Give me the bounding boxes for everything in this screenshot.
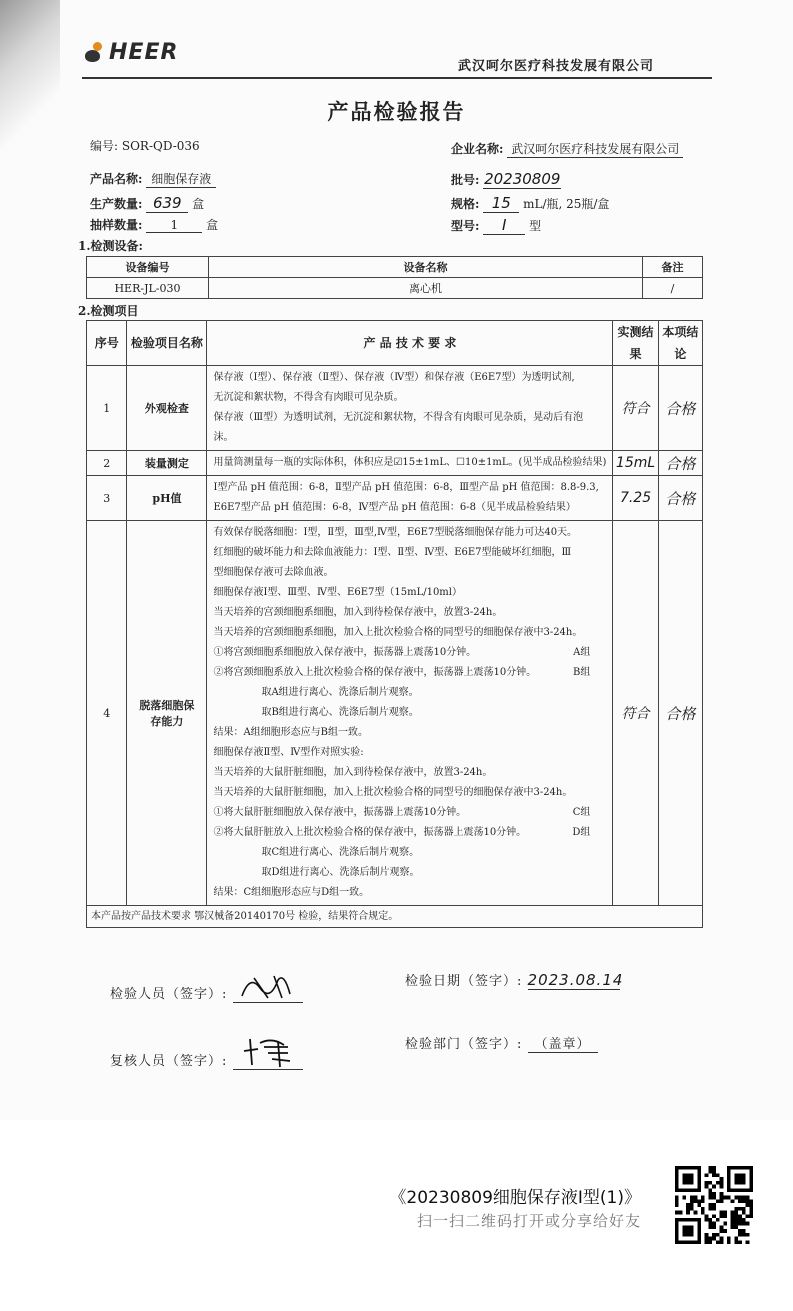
conclusion-cell: 合格 bbox=[658, 521, 702, 906]
requirement-text: ②将宫颈细胞系放入上批次检验合格的保存液中，振荡器上震荡10分钟。 bbox=[213, 667, 537, 678]
requirement-text: 无沉淀和絮状物，不得含有肉眼可见杂质。 bbox=[213, 392, 404, 403]
group-tag: B组 bbox=[573, 667, 591, 678]
product-value: 细胞保存液 bbox=[146, 170, 216, 188]
company-label: 企业名称: bbox=[451, 142, 504, 156]
row-number-cell: 1 bbox=[87, 366, 127, 451]
requirement-text: 取B组进行离心、洗涤后制片观察。 bbox=[261, 707, 419, 718]
footnote-row bbox=[87, 906, 703, 928]
spec-value: 15 bbox=[483, 194, 519, 213]
requirement-line bbox=[213, 863, 606, 883]
equipment-name-cell: 离心机 bbox=[209, 278, 643, 299]
requirements-cell bbox=[207, 366, 613, 451]
requirement-text: Ⅰ型产品 pH 值范围：6-8，Ⅱ型产品 pH 值范围：6-8，Ⅲ型产品 pH 值范围：8.8-9.3, bbox=[213, 482, 599, 493]
inspection-row bbox=[87, 366, 703, 451]
inspection-row bbox=[87, 451, 703, 476]
batch-field bbox=[451, 170, 561, 189]
sample-field bbox=[90, 216, 218, 233]
requirement-line bbox=[213, 723, 606, 743]
row-number-cell: 4 bbox=[87, 521, 127, 906]
requirement-text: 当天培养的大鼠肝脏细胞，加入到待检保存液中，放置3-24h。 bbox=[213, 767, 493, 778]
item-name-cell: 外观检查 bbox=[127, 366, 207, 451]
reviewer-signature-line bbox=[233, 1033, 303, 1070]
quantity-field bbox=[90, 194, 204, 213]
spec-unit: mL/瓶, 25瓶/盒 bbox=[523, 197, 610, 211]
date-signature bbox=[405, 970, 624, 990]
equipment-header-cell: 设备名称 bbox=[209, 257, 643, 278]
requirement-text: ①将宫颈细胞系细胞放入保存液中，振荡器上震荡10分钟。 bbox=[213, 647, 477, 658]
requirement-line bbox=[213, 388, 606, 408]
reviewer-signature bbox=[110, 1033, 303, 1070]
requirement-text: 红细胞的破坏能力和去除血液能力：Ⅰ型、Ⅱ型、Ⅳ型、E6E7型能破坏红细胞，Ⅲ bbox=[213, 547, 572, 558]
requirement-text: 当天培养的宫颈细胞系细胞，加入上批次检验合格的同型号的细胞保存液中3-24h。 bbox=[213, 627, 583, 638]
inspection-row bbox=[87, 521, 703, 906]
equipment-note-cell: / bbox=[643, 278, 703, 299]
company-value: 武汉呵尔医疗科技发展有限公司 bbox=[507, 140, 683, 158]
requirement-line bbox=[213, 563, 606, 583]
date-label: 检验日期（签字）: bbox=[405, 974, 523, 989]
inspector-signature bbox=[110, 970, 303, 1003]
requirement-text: E6E7型产品 pH 值范围：6-8，Ⅳ型产品 pH 值范围：6-8（见半成品检验结果） bbox=[213, 502, 576, 513]
requirement-text: 保存液（Ⅰ型）、保存液（Ⅱ型）、保存液（Ⅳ型）和保存液（E6E7型）为透明试剂, bbox=[213, 372, 575, 383]
reviewer-label: 复核人员（签字）: bbox=[110, 1054, 228, 1069]
requirement-line bbox=[213, 453, 606, 473]
requirement-line bbox=[213, 583, 606, 603]
requirement-text: 细胞保存液Ⅰ型、Ⅲ型、Ⅳ型、E6E7型（15mL/10ml） bbox=[213, 587, 462, 598]
requirement-text: 当天培养的大鼠肝脏细胞，加入上批次检验合格的同型号的细胞保存液中3-24h。 bbox=[213, 787, 573, 798]
spec-field bbox=[451, 194, 609, 213]
quantity-unit: 盒 bbox=[192, 197, 205, 211]
group-tag: A组 bbox=[573, 647, 591, 658]
code-field bbox=[90, 137, 200, 154]
equipment-header-row bbox=[87, 257, 703, 278]
spec-label: 规格: bbox=[451, 197, 480, 211]
requirement-text: 取C组进行离心、洗涤后制片观察。 bbox=[261, 847, 420, 858]
batch-value: 20230809 bbox=[484, 170, 561, 188]
requirement-text: ②将大鼠肝脏放入上批次检验合格的保存液中，振荡器上震荡10分钟。 bbox=[213, 827, 527, 838]
sample-unit: 盒 bbox=[206, 218, 219, 232]
equipment-table bbox=[86, 256, 703, 299]
result-cell: 15mL bbox=[613, 451, 658, 476]
batch-label: 批号: bbox=[451, 173, 480, 187]
equipment-id-cell: HER-JL-030 bbox=[87, 278, 209, 299]
type-label: 型号: bbox=[451, 219, 480, 233]
type-unit: 型 bbox=[529, 219, 542, 233]
inspection-header-row bbox=[87, 321, 703, 366]
equipment-header-cell: 设备编号 bbox=[87, 257, 209, 278]
requirements-cell bbox=[207, 521, 613, 906]
conclusion-cell: 合格 bbox=[658, 476, 702, 521]
qr-code-icon[interactable] bbox=[672, 1163, 756, 1247]
requirement-text: 取D组进行离心、洗涤后制片观察。 bbox=[261, 867, 420, 878]
requirement-line bbox=[213, 368, 606, 388]
header-company-name: 武汉呵尔医疗科技发展有限公司 bbox=[458, 59, 655, 74]
handwritten-signature-icon bbox=[238, 970, 298, 1002]
requirement-line bbox=[213, 408, 606, 428]
requirement-line bbox=[213, 603, 606, 623]
requirement-line bbox=[213, 843, 606, 863]
date-value: 2023.08.14 bbox=[527, 971, 624, 989]
row-number-cell: 2 bbox=[87, 451, 127, 476]
logo-mark-icon bbox=[85, 42, 107, 64]
item-name-cell: 装量测定 bbox=[127, 451, 207, 476]
group-tag: D组 bbox=[572, 827, 591, 838]
company-logo bbox=[85, 40, 178, 65]
requirement-text: 当天培养的宫颈细胞系细胞，加入到待检保存液中，放置3-24h。 bbox=[213, 607, 503, 618]
quantity-value: 639 bbox=[146, 194, 188, 213]
item-name-cell: pH值 bbox=[127, 476, 207, 521]
product-label: 产品名称: bbox=[90, 172, 143, 186]
row-number-cell: 3 bbox=[87, 476, 127, 521]
result-cell: 符合 bbox=[613, 521, 658, 906]
footnote-cell: 本产品按产品技术要求 鄂汉械备20140170号 检验，结果符合规定。 bbox=[87, 906, 703, 928]
item-name-cell: 脱落细胞保存能力 bbox=[127, 521, 207, 906]
inspector-label: 检验人员（签字）: bbox=[110, 987, 228, 1002]
company-field bbox=[451, 140, 683, 158]
requirement-text: 结果：C组细胞形态应与D组一致。 bbox=[213, 887, 370, 898]
group-tag: C组 bbox=[572, 807, 591, 818]
requirements-cell bbox=[207, 451, 613, 476]
requirement-line bbox=[213, 683, 606, 703]
requirement-text: 取A组进行离心、洗涤后制片观察。 bbox=[261, 687, 419, 698]
sample-label: 抽样数量: bbox=[90, 218, 143, 232]
header-item-name: 检验项目名称 bbox=[127, 321, 207, 366]
requirement-line bbox=[213, 643, 606, 663]
requirement-line bbox=[213, 803, 606, 823]
inspection-row bbox=[87, 476, 703, 521]
document-title: 产品检验报告 bbox=[327, 100, 466, 124]
logo-text: HEER bbox=[109, 40, 179, 65]
code-label: 编号: bbox=[90, 139, 119, 153]
requirement-text: 有效保存脱落细胞：Ⅰ型，Ⅱ型，Ⅲ型,Ⅳ型，E6E7型脱落细胞保存能力可达40天。 bbox=[213, 527, 578, 538]
header-result: 实测结果 bbox=[613, 321, 658, 366]
product-field bbox=[90, 170, 216, 188]
share-subtitle: 扫一扫二维码打开或分享给好友 bbox=[416, 1212, 641, 1230]
requirement-line bbox=[213, 743, 606, 763]
requirement-line bbox=[213, 763, 606, 783]
requirement-line bbox=[213, 543, 606, 563]
equipment-header-cell: 备注 bbox=[643, 257, 703, 278]
share-title: 《20230809细胞保存液I型(1)》 bbox=[389, 1188, 641, 1208]
dept-signature bbox=[405, 1033, 598, 1053]
header-conclusion: 本项结论 bbox=[658, 321, 702, 366]
requirement-line bbox=[213, 478, 606, 498]
requirement-line bbox=[213, 783, 606, 803]
sample-value: 1 bbox=[146, 218, 202, 233]
requirement-line bbox=[213, 623, 606, 643]
conclusion-cell: 合格 bbox=[658, 366, 702, 451]
dept-label: 检验部门（签字）: bbox=[405, 1037, 523, 1052]
requirement-text: 型细胞保存液可去除血液。 bbox=[213, 567, 334, 578]
type-field bbox=[451, 216, 541, 235]
equipment-row bbox=[87, 278, 703, 299]
result-cell: 7.25 bbox=[613, 476, 658, 521]
requirement-text: 保存液（Ⅲ型）为透明试剂，无沉淀和絮状物，不得含有肉眼可见杂质，晃动后有泡 bbox=[213, 412, 584, 423]
requirement-line bbox=[213, 523, 606, 543]
code-value: SOR-QD-036 bbox=[121, 139, 200, 153]
requirement-text: 沫。 bbox=[213, 432, 234, 443]
requirement-text: 结果：A组细胞形态应与B组一致。 bbox=[213, 727, 369, 738]
inspection-section-title: 2.检测项目 bbox=[78, 304, 139, 318]
header-rule bbox=[82, 77, 712, 79]
handwritten-signature-icon bbox=[238, 1033, 298, 1069]
requirement-line bbox=[213, 883, 606, 903]
inspection-table bbox=[86, 320, 703, 928]
page-fold-shadow bbox=[0, 0, 60, 160]
requirement-line bbox=[213, 498, 606, 518]
requirement-text: 用量筒测量每一瓶的实际体积，体积应是☑15±1mL、☐10±1mL。(见半成品检验结果) bbox=[213, 457, 607, 468]
requirement-text: ①将大鼠肝脏细胞放入保存液中，振荡器上震荡10分钟。 bbox=[213, 807, 467, 818]
header-requirements: 产 品 技 术 要 求 bbox=[207, 321, 613, 366]
requirement-line bbox=[213, 703, 606, 723]
result-cell: 符合 bbox=[613, 366, 658, 451]
requirement-text: 细胞保存液Ⅱ型、Ⅳ型作对照实验: bbox=[213, 747, 364, 758]
requirement-line bbox=[213, 663, 606, 683]
header-no: 序号 bbox=[87, 321, 127, 366]
requirement-line bbox=[213, 823, 606, 843]
requirement-line bbox=[213, 428, 606, 448]
equipment-section-title: 1.检测设备: bbox=[78, 239, 143, 253]
type-value: I bbox=[483, 216, 525, 235]
requirements-cell bbox=[207, 476, 613, 521]
quantity-label: 生产数量: bbox=[90, 197, 143, 211]
dept-value: （盖章） bbox=[528, 1033, 598, 1053]
inspector-signature-line bbox=[233, 970, 303, 1003]
conclusion-cell: 合格 bbox=[658, 451, 702, 476]
